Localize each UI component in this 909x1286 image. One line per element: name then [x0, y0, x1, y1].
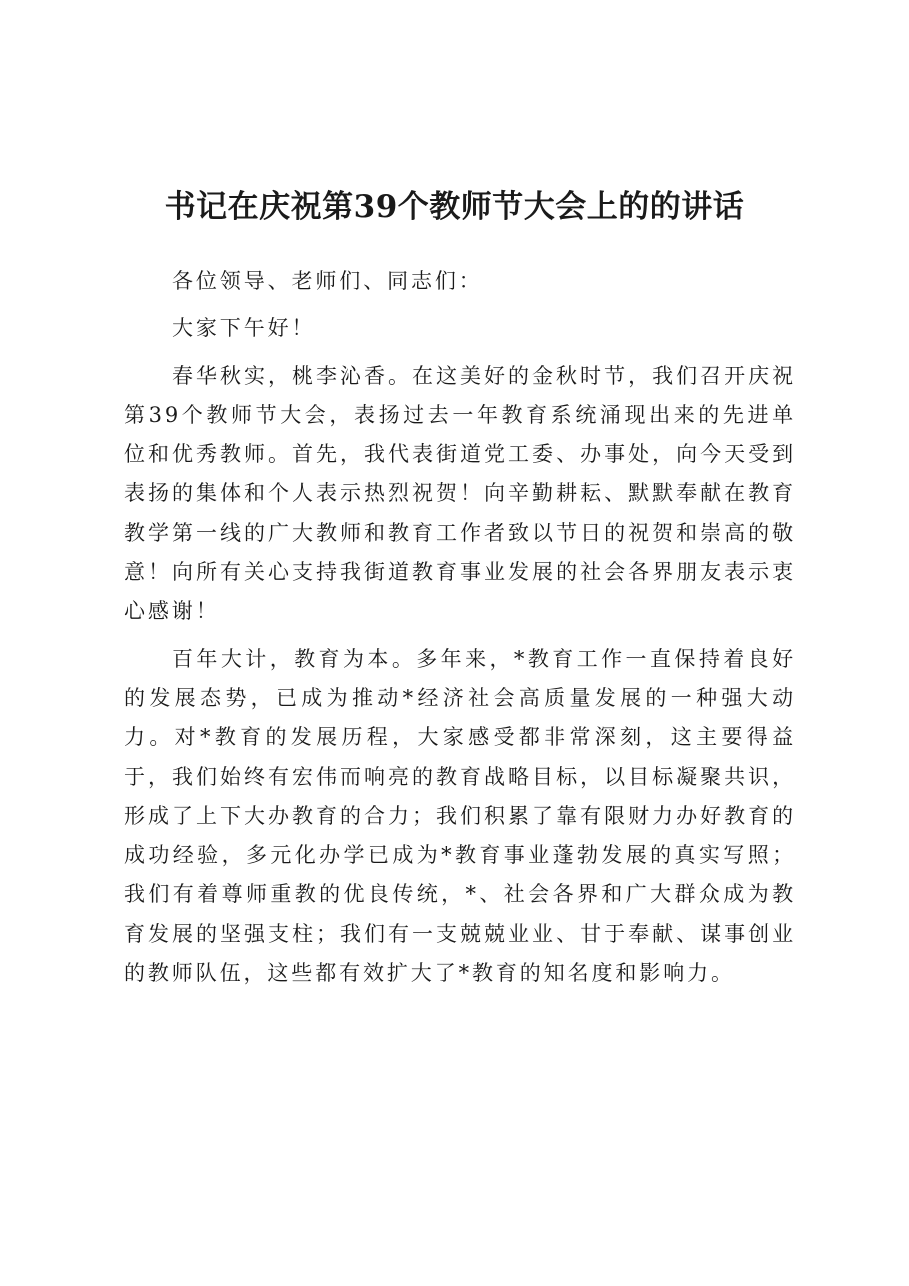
body-paragraph-1: 春华秋实，桃李沁香。在这美好的金秋时节，我们召开庆祝第39个教师节大会，表扬过去一年教育系统涌现出来的先进单位和优秀教师。首先，我代表街道党工委、办事处，向今天受到表扬的集体和个人表示热烈祝贺！向辛勤耕耘、默默奉献在教育教学第一线的广大教师和教育工作者致以节日的祝贺和崇高的敬意！向所有关心支持我街道教育事业发展的社会各界朋友表示衷心感谢！	[124, 363, 796, 624]
document-body	[124, 262, 796, 993]
body-paragraph-2: 百年大计，教育为本。多年来，*教育工作一直保持着良好的发展态势，已成为推动*经济社会高质量发展的一种强大动力。对*教育的发展历程，大家感受都非常深刻，这主要得益于，我们始终有宏伟而响亮的教育战略目标，以目标凝聚共识，形成了上下大办教育的合力；我们积累了靠有限财力办好教育的成功经验，多元化办学已成为*教育事业蓬勃发展的真实写照；我们有着尊师重教的优良传统，*、社会各界和广大群众成为教育发展的坚强支柱；我们有一支兢兢业业、甘于奉献、谋事创业的教师队伍，这些都有效扩大了*教育的知名度和影响力。	[124, 646, 796, 986]
greeting-paragraph: 大家下午好！	[172, 316, 316, 341]
document-title: 书记在庆祝第39个教师节大会上的的讲话	[164, 189, 745, 225]
salutation-paragraph: 各位领导、老师们、同志们：	[172, 269, 483, 293]
